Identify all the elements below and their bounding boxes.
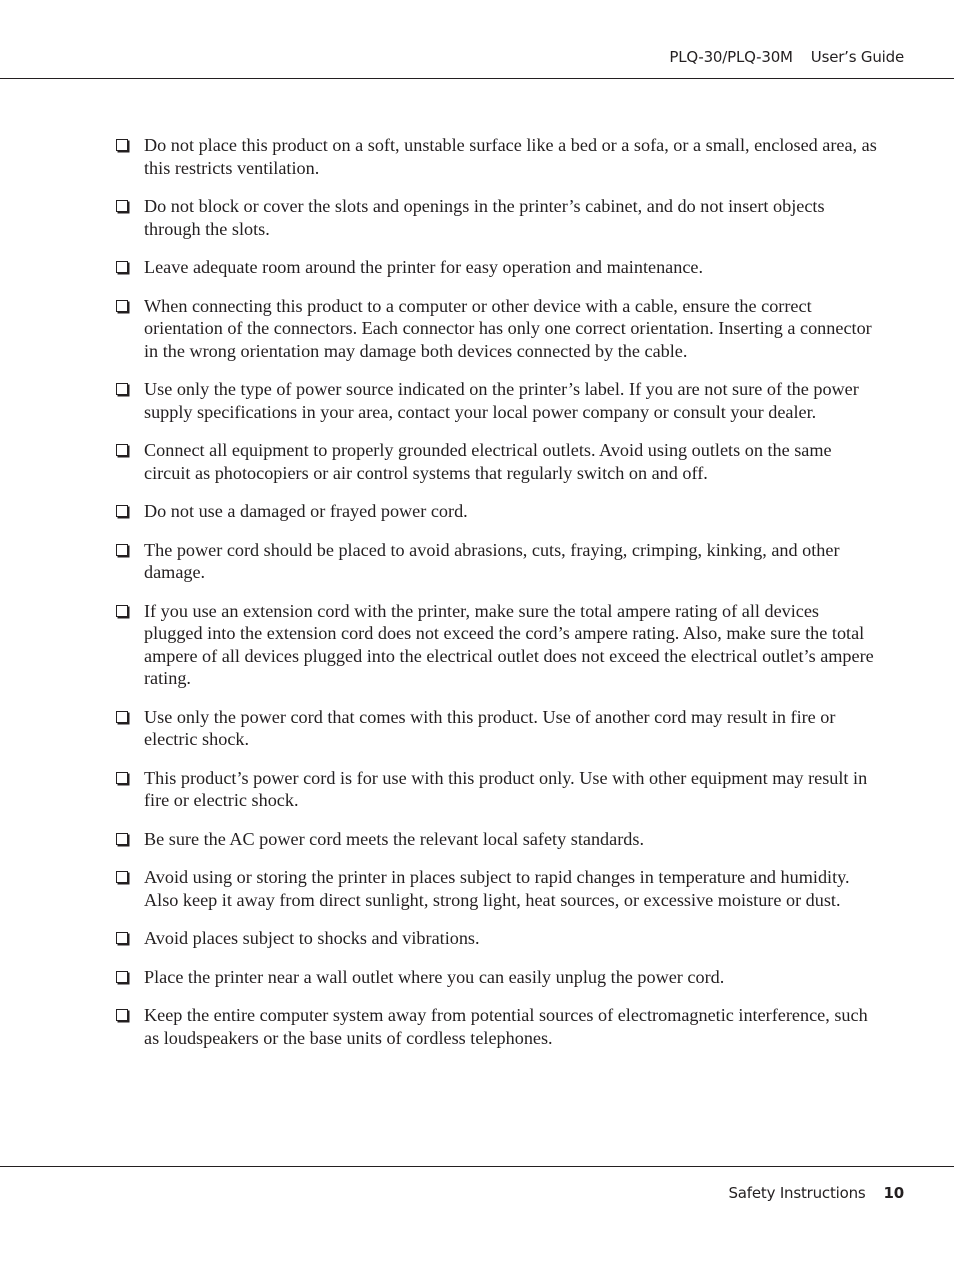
list-item-text: Avoid using or storing the printer in places subject to rapid changes in temperature and humidity. Also keep it away from direct sunlight, strong light, heat sources, or excessive moisture or dust. [144, 867, 850, 910]
list-item-text: Use only the type of power source indicated on the printer’s label. If you are not sure of the power supply specifications in your area, contact your local power company or consult your dealer. [144, 379, 859, 422]
checkbox-bullet-icon [116, 544, 128, 556]
list-item-text: Leave adequate room around the printer for easy operation and maintenance. [144, 257, 704, 277]
checkbox-bullet-icon [116, 383, 128, 395]
running-header [669, 48, 904, 66]
header-product-name: PLQ-30/PLQ-30M [669, 48, 793, 66]
safety-instructions-list [116, 134, 880, 1065]
checkbox-bullet-icon [116, 261, 128, 273]
running-footer [728, 1184, 904, 1202]
checkbox-bullet-icon [116, 505, 128, 517]
list-item [116, 1004, 880, 1049]
list-item-text: Do not block or cover the slots and openings in the printer’s cabinet, and do not insert objects through the slots. [144, 196, 825, 239]
list-item [116, 439, 880, 484]
list-item-text: This product’s power cord is for use with this product only. Use with other equipment may result in fire or electric shock. [144, 767, 868, 810]
list-item [116, 195, 880, 240]
checkbox-bullet-icon [116, 1009, 128, 1021]
list-item [116, 706, 880, 751]
list-item-text: Keep the entire computer system away from potential sources of electromagnetic interference, such as loudspeakers or the base units of cordless telephones. [144, 1005, 868, 1048]
list-item-text: Do not use a damaged or frayed power cord. [144, 501, 468, 521]
list-item-text: When connecting this product to a computer or other device with a cable, ensure the correct orientation of the connectors. Each connector has only one correct orientation. Inserting a connector in the wrong orientation may damage both devices connected by the cable. [144, 295, 872, 361]
checkbox-bullet-icon [116, 772, 128, 784]
list-item [116, 866, 880, 911]
list-item [116, 134, 880, 179]
page-number: 10 [883, 1184, 904, 1202]
checkbox-bullet-icon [116, 139, 128, 151]
checkbox-bullet-icon [116, 605, 128, 617]
checkbox-bullet-icon [116, 871, 128, 883]
list-item [116, 378, 880, 423]
list-item [116, 767, 880, 812]
list-item [116, 966, 880, 989]
list-item-text: Use only the power cord that comes with this product. Use of another cord may result in fire or electric shock. [144, 706, 836, 749]
list-item-text: Connect all equipment to properly grounded electrical outlets. Avoid using outlets on the same circuit as photocopiers or air control systems that regularly switch on and off. [144, 440, 832, 483]
list-item [116, 927, 880, 950]
header-divider [0, 78, 954, 79]
checkbox-bullet-icon [116, 300, 128, 312]
footer-section-title: Safety Instructions [728, 1184, 866, 1202]
list-item [116, 539, 880, 584]
checkbox-bullet-icon [116, 971, 128, 983]
list-item [116, 600, 880, 690]
checkbox-bullet-icon [116, 833, 128, 845]
list-item-text: Do not place this product on a soft, unstable surface like a bed or a sofa, or a small, enclosed area, as this restricts ventilation. [144, 135, 877, 178]
checkbox-bullet-icon [116, 932, 128, 944]
checkbox-bullet-icon [116, 200, 128, 212]
list-item-text: Be sure the AC power cord meets the relevant local safety standards. [144, 828, 644, 849]
list-item [116, 256, 880, 279]
list-item-text: Place the printer near a wall outlet where you can easily unplug the power cord. [144, 966, 725, 987]
header-guide-title: User’s Guide [810, 48, 904, 66]
list-item-text: If you use an extension cord with the printer, make sure the total ampere rating of all devices plugged into the extension cord does not exceed the cord’s ampere rating. Also, make sure the total ampere of all devices plugged into the electrical outlet does not exceed the electrical outlet’s ampere rating. [144, 600, 874, 688]
list-item-text: The power cord should be placed to avoid abrasions, cuts, fraying, crimping, kinking, and other damage. [144, 539, 840, 582]
footer-divider [0, 1166, 954, 1167]
list-item [116, 295, 880, 363]
list-item [116, 500, 880, 523]
list-item-text: Avoid places subject to shocks and vibrations. [144, 928, 480, 948]
checkbox-bullet-icon [116, 711, 128, 723]
list-item [116, 828, 880, 851]
checkbox-bullet-icon [116, 444, 128, 456]
